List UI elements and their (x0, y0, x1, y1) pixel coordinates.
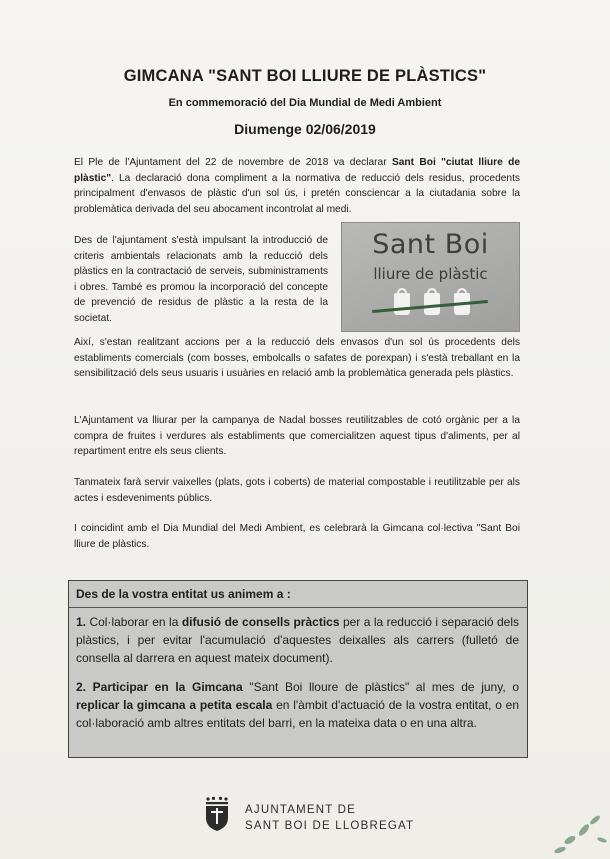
footer-organization-line-2: SANT BOI DE LLOBREGAT (245, 820, 415, 832)
paragraph-criteria: Des de l'ajuntament s'està impulsant la introducció de criteris ambientals relacionats amb la reducció dels plàstics en la contractació de serveis, subministraments i obres. També es promou la incorporació del concepte de prevenció de residus de plàstic a la resta de la societat. (74, 235, 328, 324)
municipal-emblem-icon (203, 796, 231, 832)
call-to-action-box (68, 580, 528, 758)
paragraph-declaration-bold: Sant Boi "ciutat lliure de plàstic" (74, 157, 520, 184)
box-divider (69, 607, 527, 608)
box-item-2-bold-2: replicar la gimcana a petita escala (76, 698, 273, 712)
paragraph-gimcana: I coincidint amb el Dia Mundial del Medi Ambient, es celebrarà la Gimcana col·lectiva "Sant Boi lliure de plàstics. (74, 523, 520, 550)
document-subtitle: En commemoració del Dia Mundial de Medi Ambient (168, 97, 442, 109)
box-title: Des de la vostra entitat us animem a : (76, 587, 291, 601)
box-item-1-end: per a la reducció i separació dels plàstics, i per evitar l'acumulació d'aquestes deixalles als carrers (fulletó de consella al darrera en aquest mateix document). (76, 615, 519, 665)
paragraph-declaration-start: El Ple de l'Ajuntament del 22 de novembre de 2018 va declarar (74, 157, 392, 168)
sant-boi-plastic-free-logo (341, 222, 520, 332)
paragraph-actions: Així, s'estan realitzant accions per a la reducció dels envasos d'un sol ús procedents dels establiments comercials (com bosses, embolcalls o safates de porexpan) i s'està treballant en la sensibilització dels seus usuaris i usuàries en relació amb la problemàtica generada pels plàstics. (74, 337, 520, 380)
box-item-1-number: 1. (76, 615, 87, 629)
box-item-2-bold-1: 2. Participar en la Gimcana (76, 680, 243, 694)
event-date: Diumenge 02/06/2019 (234, 121, 376, 137)
box-item-1-start: Col·laborar en la (86, 615, 182, 629)
paragraph-declaration-end: . La declaració dona compliment a la normativa de reducció dels residus, procedents principalment d'envasos de plàstic d'un sol ús, i pretén consciencar a la ciutadania sobre la problemàtica derivada del seu abocament incontrolat al medi. (74, 172, 520, 215)
paragraph-christmas-bags: L'Ajuntament va lliurar per la campanya de Nadal bosses reutilitzables de cotó orgànic per a la compra de fruites i verdures als establiments que comercialitzen aquest tipus d'aliments, per al repartiment entre els seus clients. (74, 415, 520, 458)
paragraph-declaration (74, 155, 520, 217)
plastic-bag-icon (394, 293, 410, 315)
box-item-1 (76, 613, 519, 667)
footer-organization-line-1: AJUNTAMENT DE (245, 804, 357, 816)
box-item-1-bold: difusió de consells pràctics (181, 615, 340, 629)
plant-decoration-icon (540, 800, 610, 859)
logo-line-2: lliure de plàstic (373, 265, 488, 283)
document-title: GIMCANA "SANT BOI LLIURE DE PLÀSTICS" (123, 67, 487, 85)
box-item-2 (76, 678, 519, 732)
paragraph-tableware: Tanmateix farà servir vaixelles (plats, gots i coberts) de material compostable i reutilitzable per als actes i esdeveniments públics. (74, 477, 520, 504)
box-item-2-end: en l'àmbit d'actuació de la vostra entitat, o en col·laboració amb altres entitats del barri, en la mateixa data o en una altra. (76, 698, 519, 730)
box-item-2-middle: "Sant Boi lloure de plàstics" al mes de juny, o (242, 680, 520, 694)
logo-line-1: Sant Boi (372, 229, 489, 260)
